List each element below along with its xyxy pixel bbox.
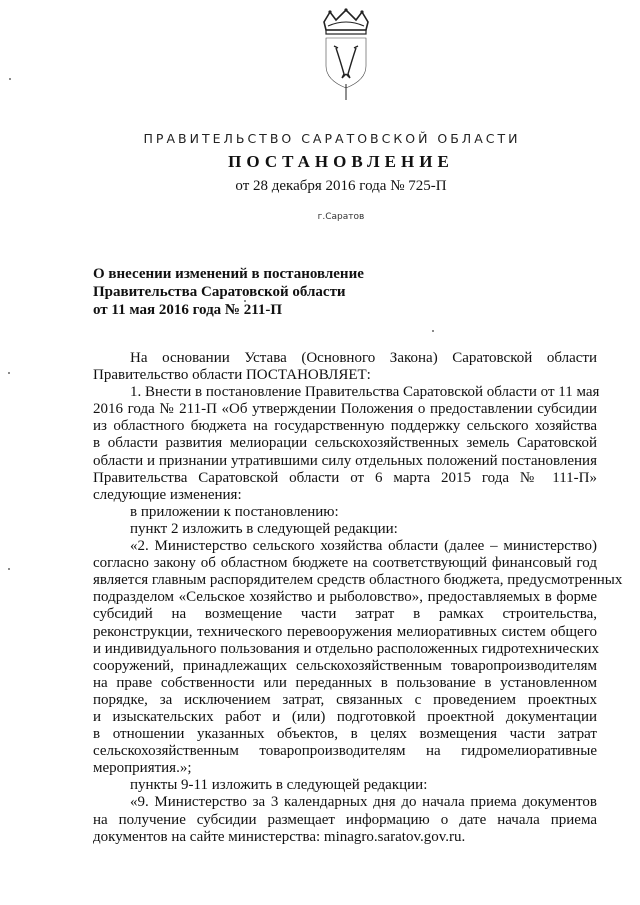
body-line: согласно закону об областном бюджете на соответствующий финансовый год xyxy=(93,555,597,572)
body-line: сооружений, принадлежащих сельскохозяйственным товаропроизводителям xyxy=(93,657,597,674)
document-date: от 28 декабря 2016 года № 725-П xyxy=(235,178,447,194)
subject-line: Правительства Саратовской области xyxy=(93,284,346,300)
subject-line: от 11 мая 2016 года № 211-П xyxy=(93,302,283,318)
body-line: пункт 2 изложить в следующей редакции: xyxy=(130,520,398,537)
body-line: подразделом «Сельское хозяйство и рыболовство», предоставляемых в форме xyxy=(93,589,597,606)
body-line: и изыскательских работ и (или) подготовкой проектной документации xyxy=(93,708,597,725)
scan-speck xyxy=(9,78,11,80)
body-line: в приложении к постановлению: xyxy=(130,503,339,520)
body-line: следующие изменения: xyxy=(93,486,242,503)
body-line: Правительство области ПОСТАНОВЛЯЕТ: xyxy=(93,367,371,384)
body-line: Правительства Саратовской области от 6 марта 2015 года № 111-П» xyxy=(93,469,597,486)
subject-line: О внесении изменений в постановление xyxy=(93,266,364,282)
body-line: реконструкции, технического перевооружения мелиоративных систем общего xyxy=(93,623,597,640)
document-subject xyxy=(93,265,364,319)
body-line: субсидий на возмещение части затрат в рамках строительства, xyxy=(93,606,597,623)
saratov-coat-of-arms-icon xyxy=(318,8,374,104)
body-line: «2. Министерство сельского хозяйства области (далее – министерство) xyxy=(130,538,597,555)
body-line: «9. Министерство за 3 календарных дня до начала приема документов xyxy=(130,794,597,811)
body-line: порядке, за исключением затрат, связанных с проведением проектных xyxy=(93,691,597,708)
document-type: ПОСТАНОВЛЕНИЕ xyxy=(228,152,454,171)
body-line: документов на сайте министерства: minagro.saratov.gov.ru. xyxy=(93,828,466,845)
scan-speck xyxy=(8,568,10,570)
body-line: мероприятия.»; xyxy=(93,760,192,777)
body-line: На основании Устава (Основного Закона) Саратовской области xyxy=(130,350,597,366)
document-body xyxy=(93,350,623,846)
body-line: сельскохозяйственным товаропроизводителям на гидромелиоративные xyxy=(93,743,597,760)
body-line: является главным распорядителем средств областного бюджета, предусмотренных xyxy=(93,572,623,589)
body-line: области и признании утратившими силу отдельных положений постановления xyxy=(93,452,597,469)
body-line: из областного бюджета на государственную поддержку сельского хозяйства xyxy=(93,418,597,435)
city: г.Саратов xyxy=(317,212,365,222)
body-line: 2016 года № 211-П «Об утверждении Положения о предоставлении субсидии xyxy=(93,401,597,418)
body-line: 1. Внести в постановление Правительства Саратовской области от 11 мая xyxy=(130,384,600,401)
body-line: пункты 9-11 изложить в следующей редакции: xyxy=(130,777,428,794)
body-line: на праве собственности или переданных в пользование в установленном xyxy=(93,674,597,691)
body-line: на получение субсидии размещает информацию о дате начала приема xyxy=(93,811,597,828)
scan-speck xyxy=(8,372,10,374)
government-name: ПРАВИТЕЛЬСТВО САРАТОВСКОЙ ОБЛАСТИ xyxy=(143,131,521,146)
body-line: в области развития мелиорации сельскохозяйственных земель Саратовской xyxy=(93,435,597,452)
body-line: и индивидуального пользования и отдельно расположенных гидротехнических xyxy=(93,640,599,657)
scan-speck xyxy=(432,330,434,332)
body-line: в отношении указанных объектов, в целях возмещения части затрат xyxy=(93,726,597,743)
scan-speck xyxy=(244,300,246,302)
